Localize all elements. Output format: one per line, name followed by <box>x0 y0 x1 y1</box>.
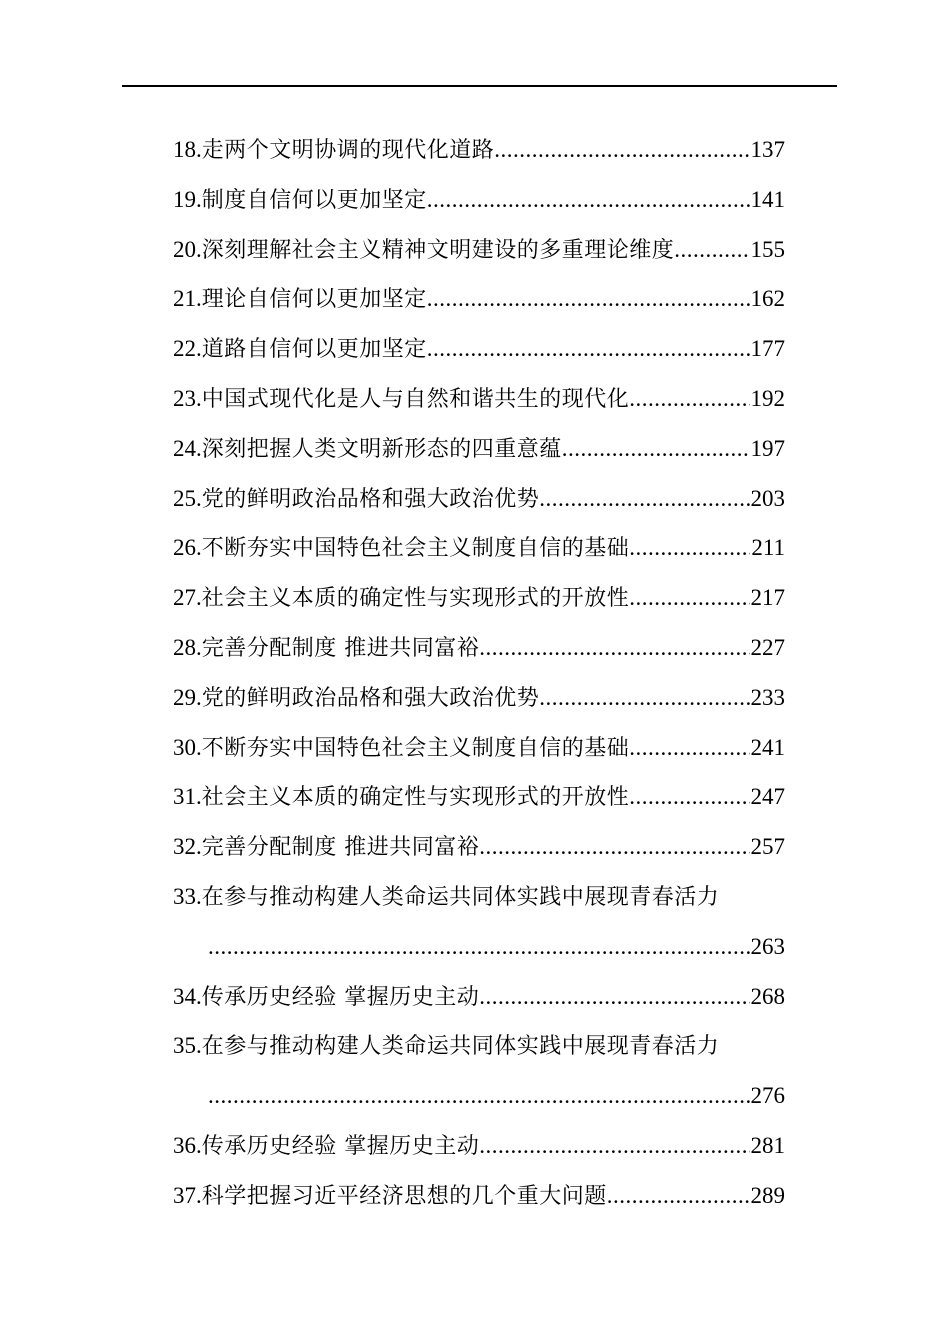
dot-leader <box>629 728 749 768</box>
toc-entry[interactable] <box>173 977 785 1027</box>
toc-entry-number: 28. <box>173 634 202 660</box>
toc-entry-title: 在参与推动构建人类命运共同体实践中展现青春活力 <box>201 884 720 910</box>
toc-entry-page: 241 <box>750 734 785 760</box>
dot-leader <box>539 678 749 718</box>
toc-entry[interactable] <box>173 827 785 877</box>
toc-entry-title: 传承历史经验 掌握历史主动 <box>201 984 480 1010</box>
toc-entry[interactable] <box>173 329 785 379</box>
toc-entry[interactable] <box>173 528 785 578</box>
toc-entry-page: 233 <box>750 684 785 710</box>
toc-entry-page: 155 <box>750 236 785 262</box>
toc-entry-title: 理论自信何以更加坚定 <box>201 287 427 313</box>
toc-entry-page: 137 <box>750 137 785 162</box>
toc-entry-page: 192 <box>750 385 785 411</box>
dot-leader <box>479 977 749 1017</box>
table-of-contents <box>173 130 785 1226</box>
header-rule <box>122 85 837 87</box>
dot-leader <box>208 927 750 967</box>
toc-entry-number: 18. <box>173 137 202 162</box>
toc-entry-number: 19. <box>173 186 202 212</box>
dot-leader <box>629 379 749 419</box>
toc-entry[interactable] <box>173 678 785 728</box>
toc-entry-page: 203 <box>750 485 785 511</box>
dot-leader <box>427 279 750 319</box>
toc-entry-page: 217 <box>750 585 785 611</box>
toc-entry-page: 177 <box>750 336 785 362</box>
toc-entry-page: 281 <box>750 1132 785 1158</box>
toc-entry-page: 162 <box>750 286 785 312</box>
toc-entry-title: 道路自信何以更加坚定 <box>201 337 427 363</box>
toc-entry-number: 34. <box>173 983 202 1009</box>
toc-entry[interactable] <box>173 1026 785 1076</box>
toc-entry-number: 36. <box>173 1132 202 1158</box>
toc-entry-number: 25. <box>173 485 202 511</box>
toc-entry-number: 23. <box>173 385 202 411</box>
toc-entry[interactable] <box>173 728 785 778</box>
toc-entry[interactable] <box>173 279 785 329</box>
dot-leader <box>562 429 750 469</box>
toc-entry-number: 33. <box>173 883 202 909</box>
toc-entry[interactable] <box>173 777 785 827</box>
toc-entry-number: 22. <box>173 336 202 362</box>
toc-entry-continuation[interactable] <box>173 927 785 977</box>
toc-entry-number: 21. <box>173 286 202 312</box>
toc-entry[interactable] <box>173 130 785 180</box>
toc-entry-number: 32. <box>173 834 202 860</box>
toc-entry-number: 29. <box>173 684 202 710</box>
toc-entry-title: 完善分配制度 推进共同富裕 <box>201 835 480 861</box>
toc-entry-number: 31. <box>173 784 202 810</box>
toc-entry-page: 257 <box>750 834 785 860</box>
toc-entry-title: 党的鲜明政治品格和强大政治优势 <box>201 685 540 711</box>
dot-leader <box>427 329 750 369</box>
toc-entry-page: 263 <box>750 933 785 959</box>
dot-leader <box>674 230 749 270</box>
toc-entry-number: 30. <box>173 734 202 760</box>
toc-entry-page: 247 <box>750 784 785 810</box>
toc-entry[interactable] <box>173 1126 785 1176</box>
dot-leader <box>427 180 750 220</box>
toc-entry[interactable] <box>173 429 785 479</box>
toc-entry-page: 141 <box>750 186 785 212</box>
toc-entry-page: 227 <box>750 634 785 660</box>
toc-entry-title: 在参与推动构建人类命运共同体实践中展现青春活力 <box>201 1034 720 1060</box>
dot-leader <box>629 528 750 568</box>
toc-entry-title: 党的鲜明政治品格和强大政治优势 <box>201 486 540 512</box>
dot-leader <box>629 777 749 817</box>
toc-entry-title: 科学把握习近平经济思想的几个重大问题 <box>201 1183 607 1209</box>
toc-entry-page: 268 <box>750 983 785 1009</box>
dot-leader <box>479 628 749 668</box>
toc-entry-continuation[interactable] <box>173 1076 785 1126</box>
toc-entry-page: 276 <box>750 1083 785 1109</box>
toc-entry-title: 传承历史经验 掌握历史主动 <box>201 1133 480 1159</box>
toc-entry[interactable] <box>173 877 785 927</box>
dot-leader <box>208 1076 750 1116</box>
toc-entry-page: 211 <box>751 535 785 561</box>
dot-leader <box>539 479 749 519</box>
toc-entry-number: 24. <box>173 435 202 461</box>
dot-leader <box>629 578 749 618</box>
toc-entry[interactable] <box>173 479 785 529</box>
toc-entry-number: 26. <box>173 535 202 561</box>
toc-entry-title: 制度自信何以更加坚定 <box>201 187 427 213</box>
toc-entry-title: 社会主义本质的确定性与实现形式的开放性 <box>201 785 630 811</box>
toc-entry-number: 27. <box>173 585 202 611</box>
dot-leader <box>607 1176 750 1216</box>
toc-entry-title: 走两个文明协调的现代化道路 <box>201 138 495 163</box>
toc-entry-title: 深刻把握人类文明新形态的四重意蕴 <box>201 436 562 462</box>
toc-entry[interactable] <box>173 379 785 429</box>
toc-entry-title: 中国式现代化是人与自然和谐共生的现代化 <box>201 386 630 412</box>
toc-entry-number: 37. <box>173 1182 202 1208</box>
toc-entry-page: 197 <box>750 435 785 461</box>
toc-entry[interactable] <box>173 180 785 230</box>
toc-entry[interactable] <box>173 230 785 280</box>
toc-entry-number: 35. <box>173 1033 202 1059</box>
toc-entry-title: 完善分配制度 推进共同富裕 <box>201 635 480 661</box>
toc-entry-number: 20. <box>173 236 202 262</box>
toc-entry[interactable] <box>173 578 785 628</box>
dot-leader <box>479 1126 749 1166</box>
toc-entry-title: 不断夯实中国特色社会主义制度自信的基础 <box>201 735 630 761</box>
toc-entry-title: 不断夯实中国特色社会主义制度自信的基础 <box>201 536 630 562</box>
dot-leader <box>479 827 749 867</box>
toc-entry-page: 289 <box>750 1182 785 1208</box>
toc-entry[interactable] <box>173 628 785 678</box>
dot-leader <box>494 130 749 170</box>
toc-entry[interactable] <box>173 1176 785 1226</box>
toc-entry-title: 深刻理解社会主义精神文明建设的多重理论维度 <box>201 237 675 263</box>
toc-entry-title: 社会主义本质的确定性与实现形式的开放性 <box>201 586 630 612</box>
